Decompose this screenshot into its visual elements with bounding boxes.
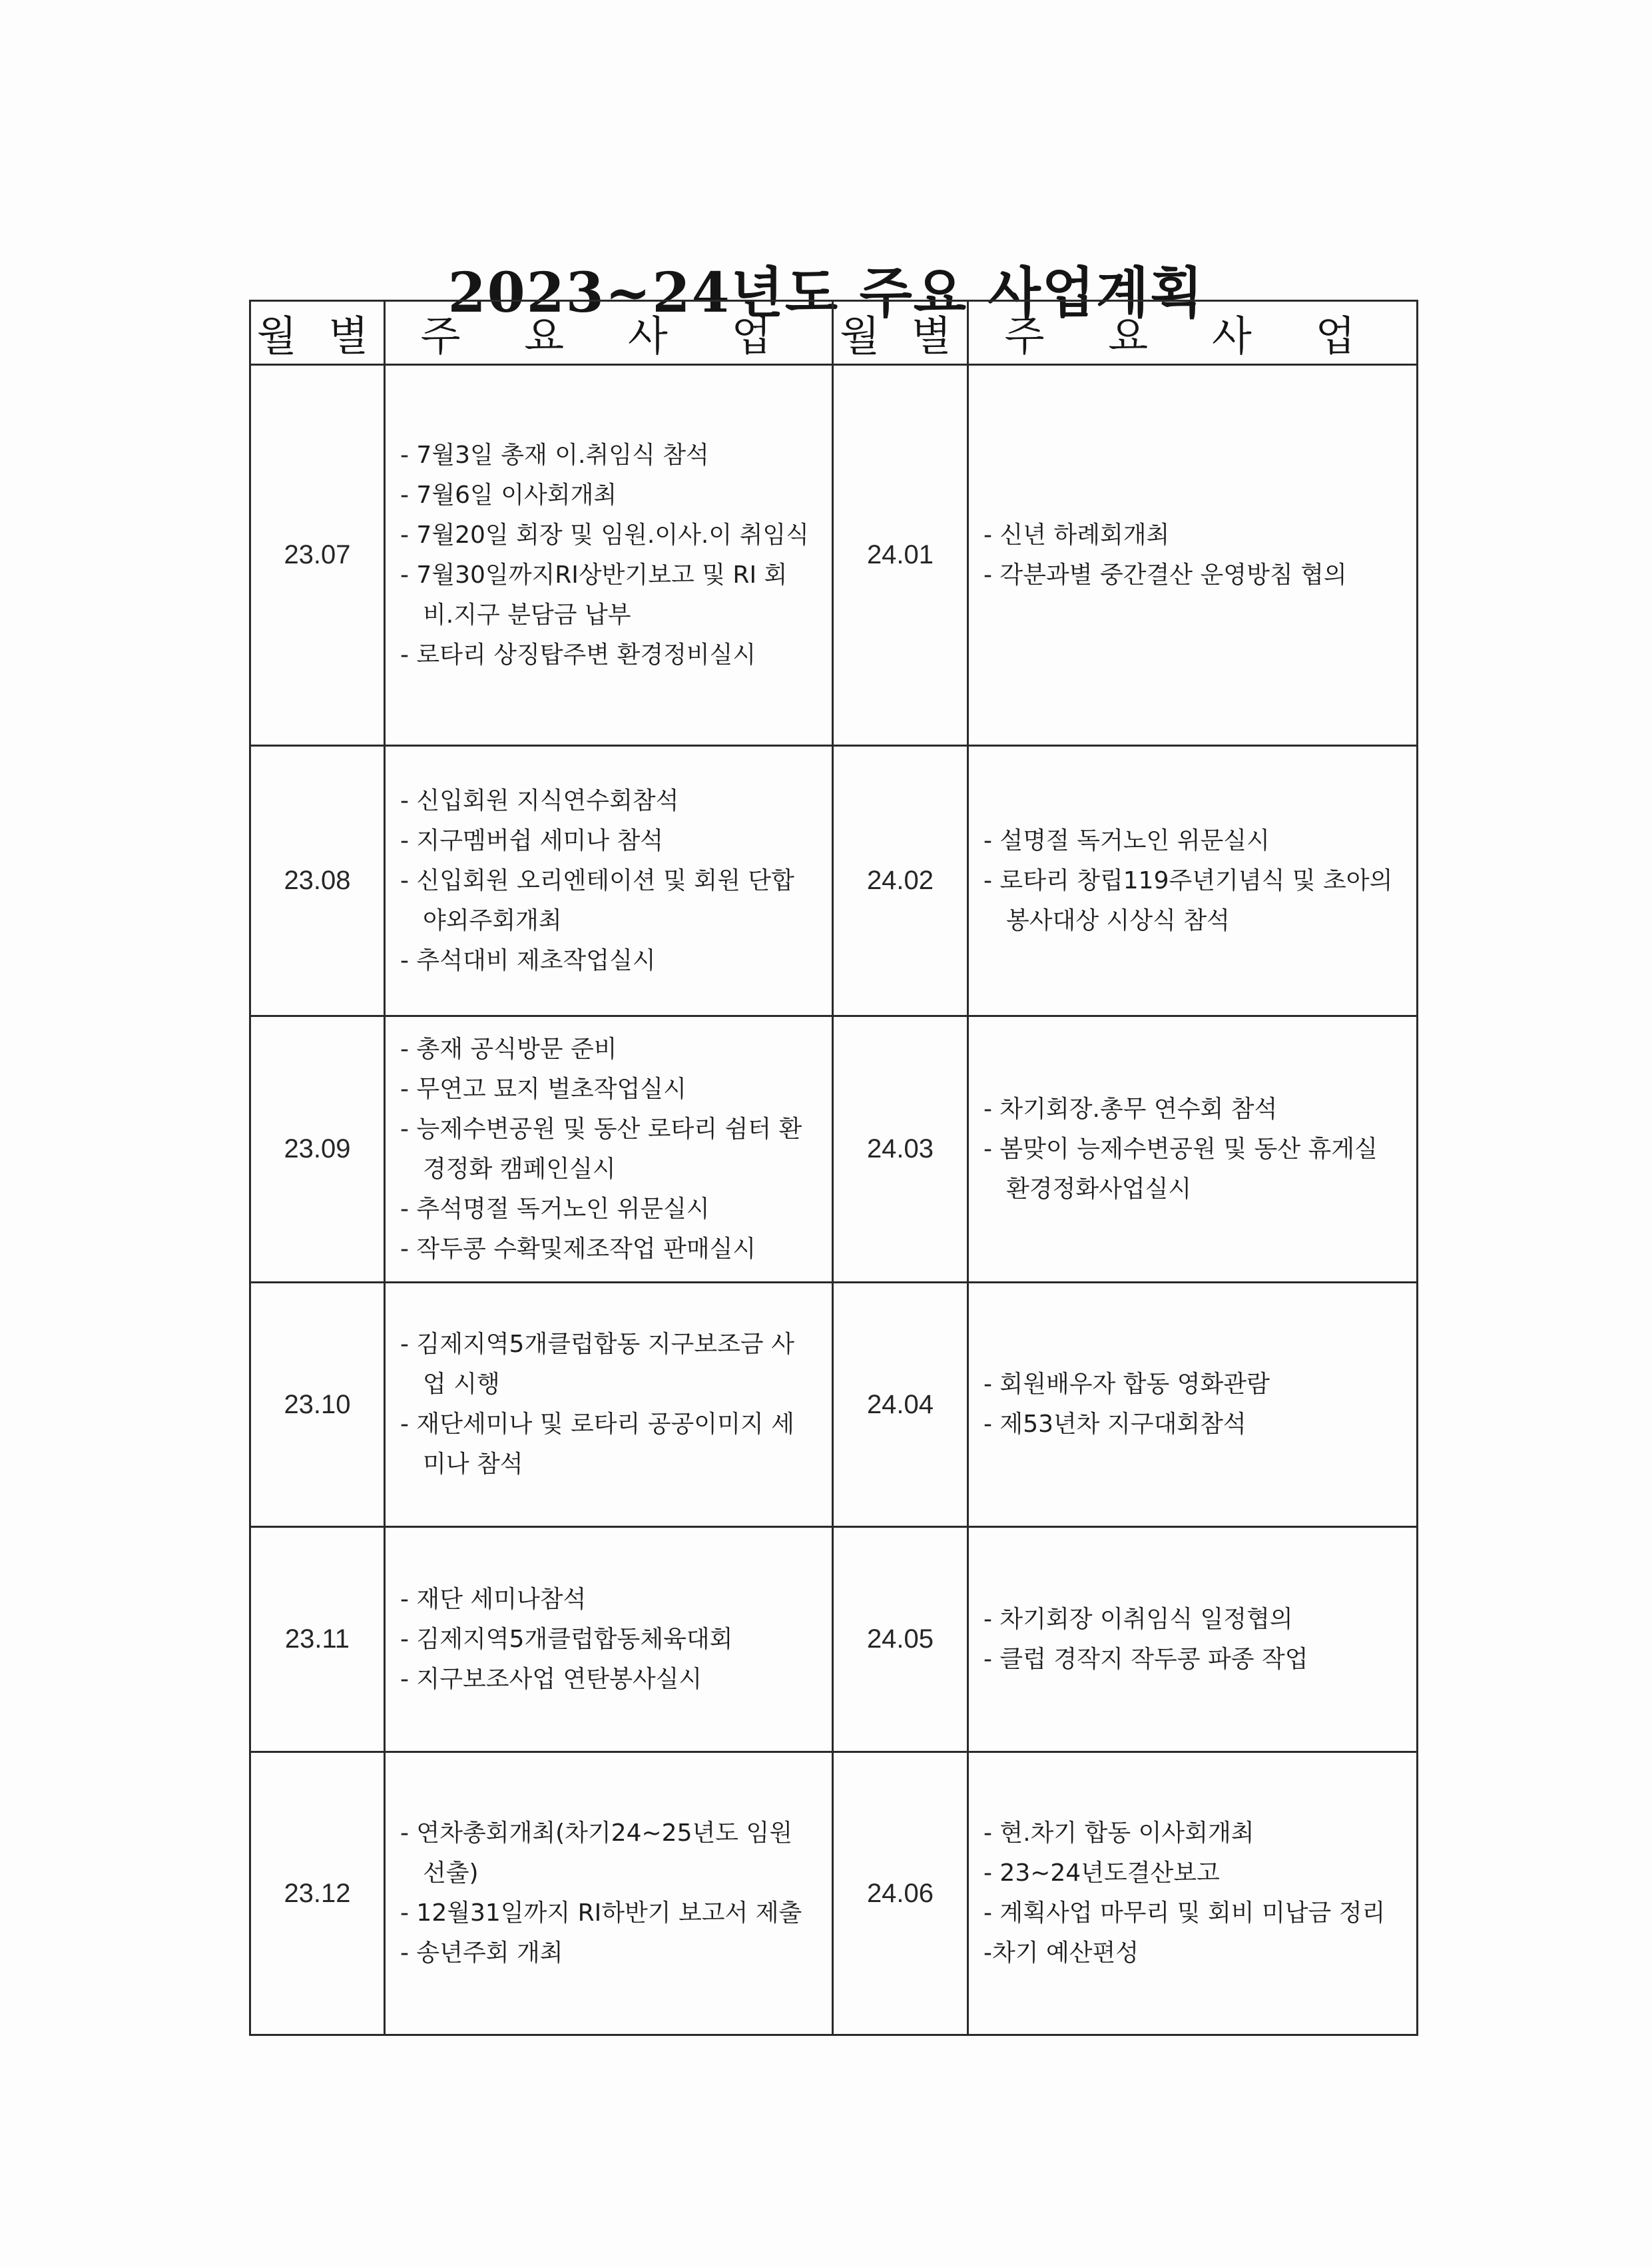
table-row (250, 1527, 1418, 1752)
left-items-cell (385, 1283, 833, 1527)
page-title: 2023~24년도 주요 사업계획 (447, 260, 1205, 325)
item-list (386, 436, 832, 675)
list-item: - 능제수변공원 및 동산 로타리 쉼터 환경정화 캠페인실시 (400, 1115, 802, 1183)
left-month-cell: 23.08 (250, 746, 385, 1016)
header-work-right: 주 요 사 업 (968, 301, 1418, 365)
left-month-cell: 23.07 (250, 365, 385, 746)
right-items-cell (968, 365, 1418, 746)
list-item: - 클럽 경작지 작두콩 파종 작업 (983, 1645, 1308, 1673)
list-item: - 지구멤버쉽 세미나 참석 (400, 826, 664, 854)
list-item: - 로타리 상징탑주변 환경정비실시 (400, 641, 756, 669)
right-month-cell: 24.03 (833, 1016, 968, 1283)
list-item: - 추석대비 제초작업실시 (400, 946, 656, 974)
list-item: - 김제지역5개클럽합동 지구보조금 사업 시행 (400, 1331, 794, 1398)
list-item: - 총재 공식방문 준비 (400, 1035, 617, 1063)
list-item: - 신입회원 오리엔테이션 및 회원 단합 야외주회개최 (400, 866, 794, 934)
list-item: - 재단 세미나참석 (400, 1585, 587, 1613)
left-month-cell: 23.11 (250, 1527, 385, 1752)
table-row (250, 1283, 1418, 1527)
item-list (969, 515, 1416, 595)
list-item: - 7월20일 회장 및 임원.이사.이 취임식 (400, 521, 809, 549)
header-month-right: 월 별 (833, 301, 968, 365)
item-list (969, 1090, 1416, 1209)
item-list (969, 1365, 1416, 1445)
item-list (386, 1580, 832, 1700)
list-item: - 제53년차 지구대회참석 (983, 1411, 1246, 1438)
list-item: - 현.차기 합동 이사회개최 (983, 1819, 1254, 1847)
list-item: - 작두콩 수확및제조작업 판매실시 (400, 1235, 756, 1263)
list-item: - 12월31일까지 RI하반기 보고서 제출 (400, 1899, 802, 1927)
business-plan-table (249, 300, 1418, 2036)
list-item: -차기 예산편성 (983, 1939, 1139, 1967)
table-row (250, 746, 1418, 1016)
left-items-cell (385, 365, 833, 746)
right-month-cell: 24.06 (833, 1752, 968, 2035)
left-items-cell (385, 746, 833, 1016)
list-item: - 차기회장.총무 연수회 참석 (983, 1095, 1278, 1123)
list-item: - 23~24년도결산보고 (983, 1859, 1220, 1887)
table-row (250, 1752, 1418, 2035)
left-items-cell (385, 1752, 833, 2035)
list-item: - 지구보조사업 연탄봉사실시 (400, 1665, 702, 1693)
right-items-cell (968, 1283, 1418, 1527)
item-list (969, 821, 1416, 941)
list-item: - 각분과별 중간결산 운영방침 협의 (983, 561, 1347, 589)
right-items-cell (968, 746, 1418, 1016)
list-item: - 신입회원 지식연수회참석 (400, 787, 679, 814)
right-items-cell (968, 1752, 1418, 2035)
left-items-cell (385, 1016, 833, 1283)
left-month-cell: 23.09 (250, 1016, 385, 1283)
header-work-left: 주 요 사 업 (385, 301, 833, 365)
list-item: - 7월3일 총재 이.취임식 참석 (400, 441, 709, 469)
list-item: - 봄맞이 능제수변공원 및 동산 휴게실 환경정화사업실시 (983, 1135, 1378, 1203)
left-month-cell: 23.10 (250, 1283, 385, 1527)
list-item: - 로타리 창립119주년기념식 및 초아의봉사대상 시상식 참석 (983, 866, 1393, 934)
item-list (969, 1813, 1416, 1973)
header-month-left: 월 별 (250, 301, 385, 365)
right-month-cell: 24.05 (833, 1527, 968, 1752)
right-month-cell: 24.01 (833, 365, 968, 746)
table-body (250, 365, 1418, 2035)
list-item: - 회원배우자 합동 영화관람 (983, 1371, 1270, 1398)
right-items-cell (968, 1016, 1418, 1283)
list-item: - 재단세미나 및 로타리 공공이미지 세미나 참석 (400, 1411, 794, 1478)
left-month-cell: 23.12 (250, 1752, 385, 2035)
list-item: - 계획사업 마무리 및 회비 미납금 정리 (983, 1899, 1386, 1927)
table-row (250, 365, 1418, 746)
item-list (386, 1325, 832, 1484)
list-item: - 무연고 묘지 벌초작업실시 (400, 1075, 687, 1103)
item-list (386, 1813, 832, 1973)
item-list (386, 1030, 832, 1269)
item-list (386, 781, 832, 981)
table-row (250, 1016, 1418, 1283)
list-item: - 설명절 독거노인 위문실시 (983, 826, 1270, 854)
left-items-cell (385, 1527, 833, 1752)
list-item: - 7월30일까지RI상반기보고 및 RI 회비.지구 분담금 납부 (400, 561, 788, 629)
right-items-cell (968, 1527, 1418, 1752)
item-list (969, 1600, 1416, 1680)
table-header-row (250, 301, 1418, 365)
list-item: - 김제지역5개클럽합동체육대회 (400, 1625, 733, 1653)
list-item: - 송년주회 개최 (400, 1939, 563, 1967)
right-month-cell: 24.04 (833, 1283, 968, 1527)
list-item: - 차기회장 이취임식 일정협의 (983, 1605, 1293, 1633)
list-item: - 연차총회개최(차기24~25년도 임원선출) (400, 1819, 793, 1887)
list-item: - 7월6일 이사회개최 (400, 481, 617, 509)
right-month-cell: 24.02 (833, 746, 968, 1016)
list-item: - 신년 하례회개최 (983, 521, 1170, 549)
list-item: - 추석명절 독거노인 위문실시 (400, 1195, 710, 1223)
